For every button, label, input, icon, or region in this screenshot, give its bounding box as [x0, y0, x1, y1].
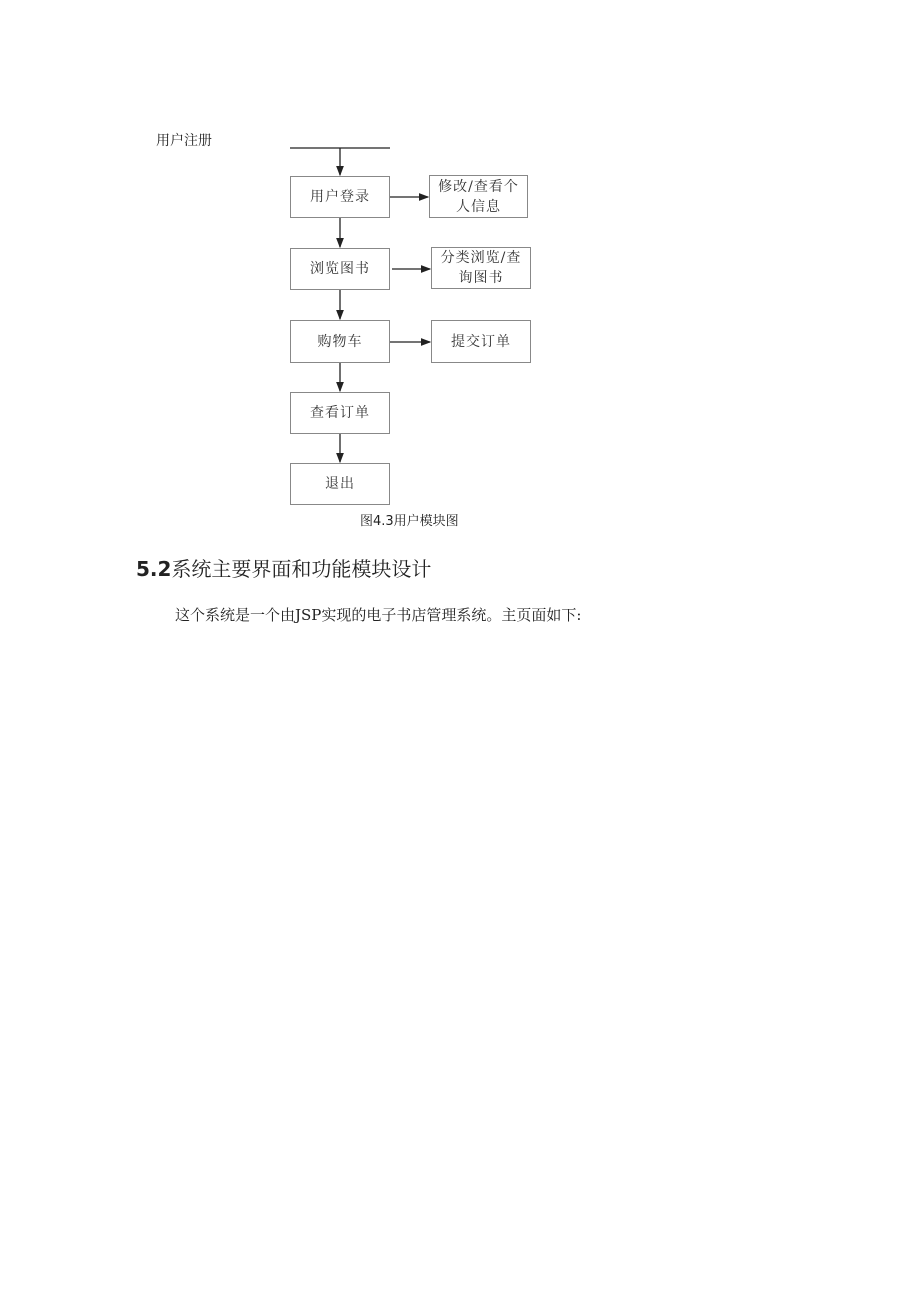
flow-node-submit-order: 提交订单 [431, 320, 531, 363]
flow-node-cart: 购物车 [290, 320, 390, 363]
section-title: 系统主要界面和功能模块设计 [171, 557, 432, 581]
flow-node-browse: 浏览图书 [290, 248, 390, 290]
flow-node-search: 分类浏览/查询图书 [431, 247, 531, 289]
body-paragraph: 这个系统是一个由JSP实现的电子书店管理系统。主页面如下: [175, 606, 582, 624]
flow-node-exit: 退出 [290, 463, 390, 505]
section-heading [136, 553, 431, 582]
flow-node-login: 用户登录 [290, 176, 390, 218]
section-number: 5.2 [136, 557, 172, 581]
figure-caption: 图4.3用户模块图 [360, 514, 459, 529]
flow-node-profile: 修改/查看个人信息 [429, 175, 528, 218]
register-label: 用户注册 [156, 133, 212, 149]
flow-node-orders: 查看订单 [290, 392, 390, 434]
